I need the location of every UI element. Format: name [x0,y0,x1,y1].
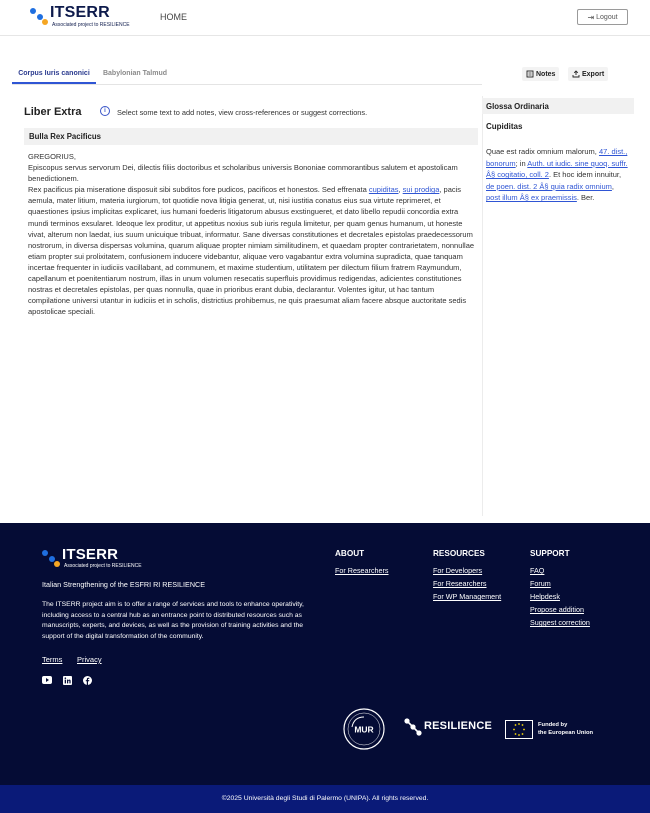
terms-link[interactable]: Terms [42,655,63,664]
resources-for-developers-link[interactable]: For Developers [433,566,483,575]
glossa-title: Glossa Ordinaria [486,102,549,111]
resources-for-researchers-link[interactable]: For Researchers [433,579,487,588]
logo-name: ITSERR [50,4,110,21]
footer [0,523,650,785]
logo-tagline: Associated project to RESILIENCE [52,22,130,28]
footer-logo-tagline: Associated project to RESILIENCE [64,563,142,569]
eu-funding-logo [505,720,605,740]
footer-description: The ITSERR project aim is to offer a range of services and tools to enhance operativity, including access to a central hub as an entrance point to distributed resources such as manuscripts, experts, and devices, as well as the provision of training activities and the support of the digital transformation of the community. [42,601,304,640]
main-paragraph: Rex pacificus pia miseratione disposuit sibi subditos fore pudicos, pacificos et honestos. Sed effrenata cupiditas, sui prodiga, pacis aemula, mater litium, materia iurgiorum, tot quotidie nova litigia generat, ut, nisi iustitia conatus eius sua virtute reprimeret, et quaestiones ipsius implicitas explicaret, ius humani foederis litigatorum abusus exstingueret, et dato libello repudii concordia extra mundi terminos exsularet. Ideoque lex proditur, ut appetitus noxius sub iuris regula limitetur, per quam genus humanum, ut honeste vivat, alterum non laedat, ius suum unicuique tribuat, informatur. Sane diversas constitutiones et decretales epistolas praedecessorum nostrorum, in diversa dispersas volumina, quarum aliquae propter nimiam similitudinem, et quaedam propter contrarietatem, nonnullae etiam propter sui prolixitatem, confusionem inducere videbantur, aliquae vero vagabantur extra volumina supradicta, quae tanquam incertae frequenter in iudiciis vacillabant, ad communem, et maxime studentium, utilitatem per dilectum filium fratrem Raymundum, capellanum et poenitentiarum nostrum, illas in unum volumen resecatis superfluis providimus redigendas, adicientes constitutiones nostras et decretales epistolas, per quas nonnulla, quae in prioribus erant dubia, declarantur. Volentes igitur, ut hac tantum compilatione universi utantur in iudiciis et in scholis, districtius prohibemus, ne quis praesumat aliam facere absque auctoritate sedis apostolicae speciali. [28,185,475,317]
resources-heading: RESOURCES [433,549,485,558]
eu-funding-text: Funded by the European Union [538,722,594,736]
footer-strengthening: Italian Strengthening of the ESFRI RI RESILIENCE [42,580,205,589]
greeting: GREGORIUS, [28,152,76,161]
info-icon: i [100,106,110,116]
logout-button[interactable] [577,9,628,25]
notes-label: Notes [536,70,556,78]
about-heading: ABOUT [335,549,365,558]
glossa-link-4[interactable]: post illum Â§ ex praemissis [486,193,577,203]
info-text: Select some text to add notes, view cross-references or suggest corrections. [117,108,368,117]
support-suggest-correction-link[interactable]: Suggest correction [530,618,590,627]
glossa-text: Quae est radix omnium malorum, 47. dist., bonorum; in Auth. ut iudic. sine quoq. suffr. Â§ cogitatio, coll. 2. Et hoc idem innuitur, de poen. dist. 2 Â§ quia radix omnium, post illum Â§ ex praemissis. Ber. [486,147,628,203]
logout-icon: ⇥ [587,12,595,22]
support-forum-link[interactable]: Forum [530,579,551,588]
glossa-link-1[interactable]: 47. dist., bonorum [486,147,628,168]
tabs-divider [12,84,482,85]
eu-flag-icon [505,720,533,739]
export-button[interactable] [568,67,608,81]
export-label: Export [582,70,605,78]
notes-icon [526,70,534,78]
link-cupiditas[interactable]: cupiditas [368,185,399,195]
footer-logo-mark-icon [42,547,62,569]
glossa-link-3[interactable]: de poen. dist. 2 Â§ quia radix omnium [486,181,612,191]
notes-button[interactable] [522,67,559,81]
panel-divider [482,96,483,516]
mur-logo [342,707,386,751]
linkedin-icon[interactable] [62,675,72,685]
footer-logo-name: ITSERR [62,546,119,563]
glossa-header [482,98,634,114]
nav-home-link[interactable]: HOME [160,12,187,22]
logo-mark-icon [30,5,50,27]
tab-babylonian-talmud[interactable]: Babylonian Talmud [102,70,168,77]
salutation-paragraph: Episcopus servus servorum Dei, dilectis filiis doctoribus et scholaribus universis Bononiae commorantibus salutem et apostolicam benedictionem. [28,163,458,184]
section-header [24,128,478,145]
support-faq-link[interactable]: FAQ [530,566,545,575]
support-heading: SUPPORT [530,549,570,558]
top-bar [0,0,650,36]
youtube-icon[interactable] [42,675,52,685]
link-sui-prodiga[interactable]: sui prodiga [402,185,440,195]
glossa-link-2[interactable]: Auth. ut iudic. sine quoq. suffr. Â§ cogitatio, coll. 2 [486,158,628,180]
footer-logo[interactable] [42,547,172,573]
privacy-link[interactable]: Privacy [77,655,102,664]
logout-label: Logout [596,13,618,21]
resilience-logo [404,717,493,741]
tab-corpus-iuris-canonici[interactable]: Corpus Iuris canonici [12,70,96,84]
mur-label: MUR [354,724,374,735]
glossa-term: Cupiditas [486,122,523,131]
support-helpdesk-link[interactable]: Helpdesk [530,592,560,601]
page-title: Liber Extra [24,106,82,118]
resources-for-wp-management-link[interactable]: For WP Management [433,592,502,601]
resilience-name: RESILIENCE [424,720,493,732]
facebook-icon[interactable] [82,675,92,685]
about-for-researchers-link[interactable]: For Researchers [335,566,389,575]
copyright-bar: ©2025 Università degli Studi di Palermo (UNIPA). All rights reserved. [0,785,650,813]
itserr-logo[interactable] [30,5,150,31]
support-propose-addition-link[interactable]: Propose addition [530,605,584,614]
document-text[interactable] [28,151,478,317]
resilience-mark-icon [404,717,424,741]
export-icon [572,70,580,78]
section-title: Bulla Rex Pacificus [29,132,101,141]
